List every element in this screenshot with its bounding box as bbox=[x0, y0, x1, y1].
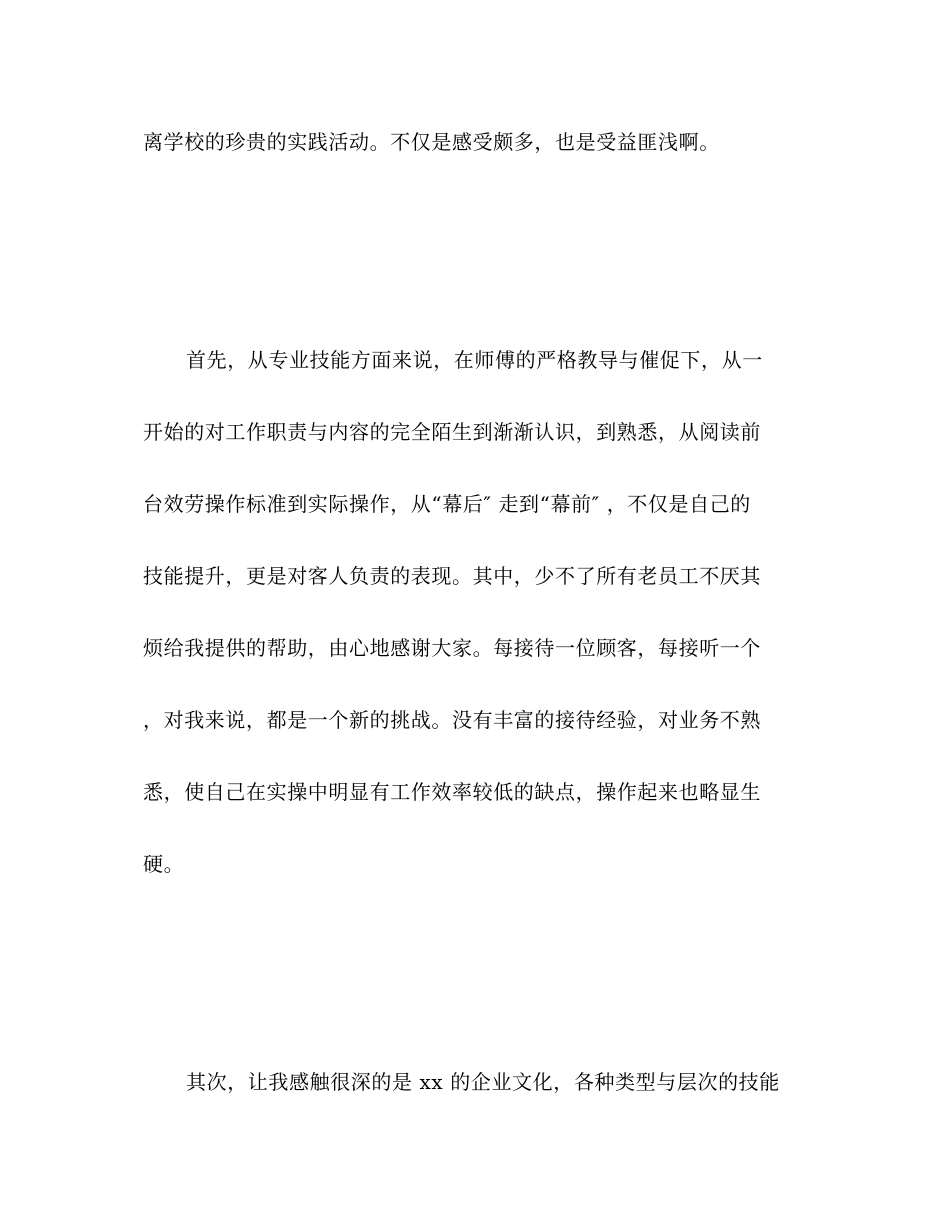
paragraph-2-line-5: 烦给我提供的帮助，由心地感谢大家。每接待一位顾客，每接听一个 bbox=[143, 636, 761, 660]
paragraph-2-line-6: ，对我来说，都是一个新的挑战。没有丰富的接待经验，对业务不熟 bbox=[143, 708, 761, 732]
paragraph-2-line-7: 悉，使自己在实操中明显有工作效率较低的缺点，操作起来也略显生 bbox=[143, 780, 761, 804]
paragraph-2-line-1: 首先，从专业技能方面来说，在师傅的严格教导与催促下，从一 bbox=[186, 348, 763, 372]
paragraph-1-line-1: 离学校的珍贵的实践活动。不仅是感受颇多，也是受益匪浅啊。 bbox=[143, 130, 720, 154]
paragraph-2-line-2: 开始的对工作职责与内容的完全陌生到渐渐认识，到熟悉，从阅读前 bbox=[143, 420, 761, 444]
paragraph-2-line-4: 技能提升，更是对客人负责的表现。其中，少不了所有老员工不厌其 bbox=[143, 564, 761, 588]
paragraph-2-line-8: 硬。 bbox=[143, 852, 185, 876]
paragraph-2-line-3: 台效劳操作标准到实际操作，从“幕后″ 走到“幕前″ ，不仅是自己的 bbox=[143, 492, 751, 516]
paragraph-3-line-1: 其次，让我感触很深的是 xx 的企业文化，各种类型与层次的技能 bbox=[186, 1070, 780, 1094]
